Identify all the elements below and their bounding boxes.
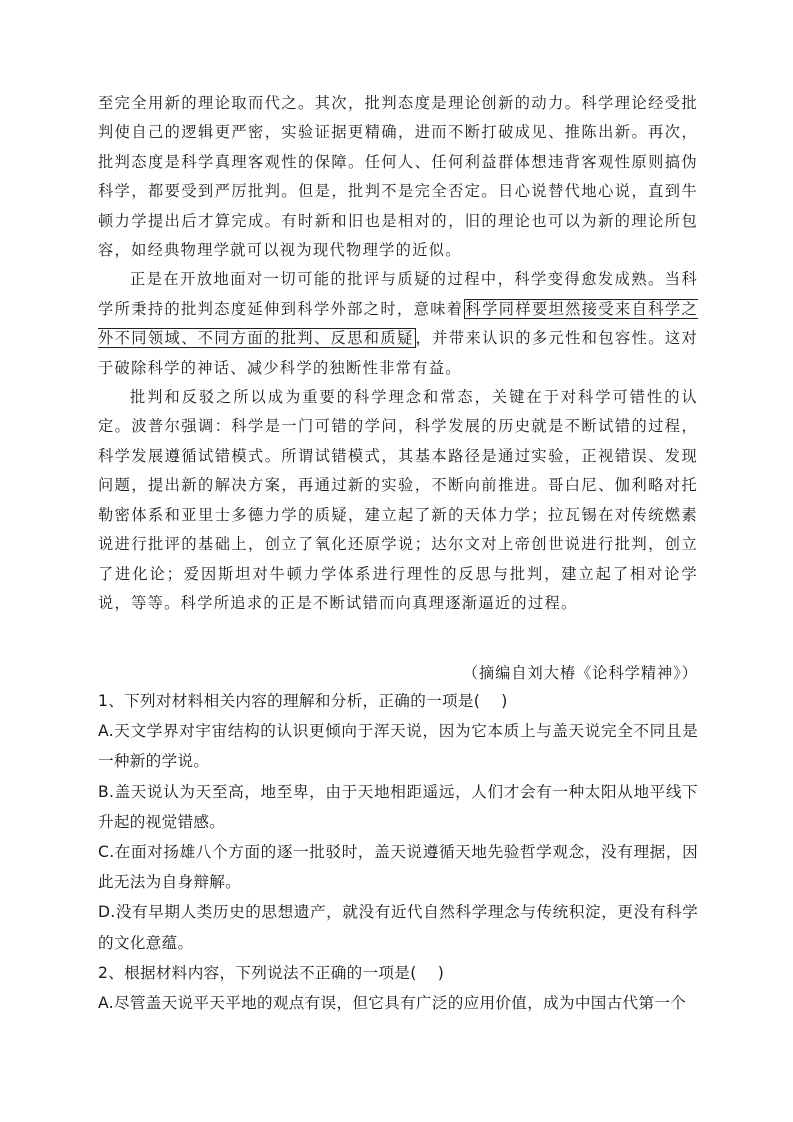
passage-paragraph-3: 批判和反驳之所以成为重要的科学理念和常态，关键在于对科学可错性的认定。波普尔强调：科学是一门可错的学问，科学发展的历史就是不断试错的过程，科学发展遵循试错模式。所谓试错模式，其基本路径是通过实验，正视错误、发现问题，提出新的解决方案，再通过新的实验，不断向前推进。哥白尼、伽利略对托勒密体系和亚里士多德力学的质疑，建立起了新的天体力学；拉瓦锡在对传统燃素说进行批评的基础上，创立了氧化还原学说；达尔文对上帝创世说进行批判，创立了进化论；爱因斯坦对牛顿力学体系进行理性的反思与批判，建立起了相对论学说，等等。科学所追求的正是不断试错而向真理逐渐逼近的过程。 [98, 388, 698, 612]
question-2-option-a: A.尽管盖天说平天平地的观点有误，但它具有广泛的应用价值，成为中国古代第一个 [98, 994, 687, 1013]
question-1-option-b: B.盖天说认为天至高，地至卑，由于天地相距遥远，人们才会有一种太阳从地平线下升起的视觉错感。 [98, 782, 698, 831]
reading-passage [98, 89, 698, 618]
question-1-option-c: C.在面对扬雄八个方面的逐一批驳时，盖天说遵循天地先验哲学观念，没有理据，因此无法为自身辩解。 [98, 843, 698, 892]
question-2-stem: 2、根据材料内容，下列说法不正确的一项是( ) [98, 963, 445, 982]
source-citation: （摘编自刘大椿《论科学精神》） [462, 664, 698, 682]
question-1-stem: 1、下列对材料相关内容的理解和分析，正确的一项是( ) [98, 692, 508, 710]
paragraph-2-text-after: ，并带来认识的多元性和包容性。这对于破除科学的神话、减少科学的独断性非常有益。 [98, 329, 699, 377]
question-1-option-d: D.没有早期人类历史的思想遗产，就没有近代自然科学理念与传统积淀，更没有科学的文化意蕴。 [98, 903, 698, 952]
passage-paragraph-1: 至完全用新的理论取而代之。其次，批判态度是理论创新的动力。科学理论经受批判使自己的逻辑更严密，实验证据更精确，进而不断打破成见、推陈出新。再次，批判态度是科学真理客观性的保障。任何人、任何利益群体想违背客观性原则搞伪科学，都要受到严厉批判。但是，批判不是完全否定。日心说替代地心说，直到牛顿力学提出后才算完成。有时新和旧也是相对的，旧的理论也可以为新的理论所包容，如经典物理学就可以视为现代物理学的近似。 [98, 94, 698, 260]
question-1-option-a: A.天文学界对宇宙结构的认识更倾向于浑天说，因为它本质上与盖天说完全不同且是一种新的学说。 [98, 722, 698, 771]
paragraph-2-text-before: 正是在开放地面对一切可能的批评与质疑的过程中，科学变得愈发成熟。当科学所秉持的批判态度延伸到科学外部之时，意味着 [98, 270, 698, 318]
questions-section [98, 686, 698, 1018]
boxed-sentence: 科学同样要坦然接受来自科学之外不同领域、不同方面的批判、反思和质疑 [98, 299, 699, 348]
passage-paragraph-2 [98, 265, 698, 383]
